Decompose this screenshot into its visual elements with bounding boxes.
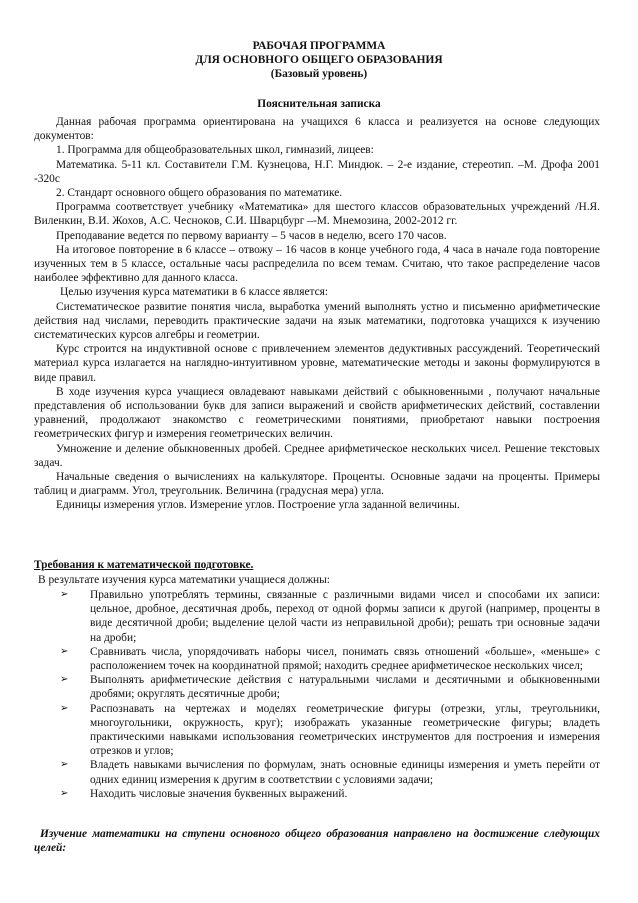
program-title: РАБОЧАЯ ПРОГРАММА (252, 40, 386, 52)
list-item-text: Выполнять арифметические действия с натуральными числами и десятичными и обыкновенными дробями; округлять десятичные дроби; (90, 674, 600, 701)
paragraph: Единицы измерения углов. Измерение углов. Построение угла заданной величины. (56, 499, 460, 512)
paragraph: Преподавание ведется по первому варианту – 5 часов в неделю, всего 170 часов. (56, 229, 447, 242)
list-item (34, 673, 600, 701)
paragraph: Курс строится на индуктивной основе с привлечением элементов дедуктивных рассуждений. Теоретический материал курса излагается на наглядно-интуитивном уровне, математические методы и законы формулируются в виде правил. (34, 343, 600, 384)
arrow-bullet-icon (60, 645, 74, 659)
goals-intro: Изучение математики на ступени основного общего образования направлено на достижение следующих целей: (34, 828, 600, 855)
list-item (34, 702, 600, 759)
explanatory-note-title: Пояснительная записка (257, 98, 381, 110)
list-item: 1. Программа для общеобразовательных школ, гимназий, лицеев: (56, 144, 374, 157)
arrow-bullet-icon (60, 758, 74, 772)
paragraph: Систематическое развитие понятия числа, выработка умений выполнять устно и письменно арифметические действия над числами, переводить практические задачи на язык математики, подготовка учащихся к изучению систематических курсов алгебры и геометрии. (34, 300, 600, 342)
explanatory-note-body (34, 115, 600, 513)
paragraph: Начальные сведения о вычислениях на калькуляторе. Проценты. Основные задачи на проценты. Примеры таблиц и диаграмм. Угол, треугольник. Величина (градусная мера) угла. (34, 471, 600, 498)
paragraph: Программа соответствует учебнику «Математика» для шестого классов образовательных учреждений /Н.Я. Виленкин, В.И. Жохов, А.С. Чесноков, С.И. Шварцбург –-М. Мнемозина, 2002-2012 гг. (34, 201, 600, 228)
requirements-intro: В результате изучения курса математики учащиеся должны: (38, 574, 330, 586)
paragraph: В ходе изучения курса учащиеся овладевают навыками действий с обыкновенными , получают начальные представления об использовании букв для записи выражений и свойств арифметических действий, составлении уравнений, продолжают знакомство с геометрическими понятиями, приобретают навыки построения геометрических фигур и измерения геометрических величин. (34, 385, 600, 441)
program-level: (Базовый уровень) (270, 68, 368, 80)
list-item (34, 787, 600, 801)
list-item (34, 645, 600, 673)
arrow-bullet-icon (60, 787, 74, 801)
requirements-title: Требования к математической подготовке. (34, 559, 254, 571)
list-item-text: Распознавать на чертежах и моделях геометрические фигуры (отрезки, углы, треугольники, многоугольники, окружность, круг); изображать указанные геометрические фигуры; владеть практическими навыками использования геометрических инструментов для построения и измерения отрезков и углов; (90, 702, 600, 758)
arrow-bullet-icon (60, 673, 74, 687)
paragraph: Умножение и деление обыкновенных дробей. Среднее арифметическое нескольких чисел. Решение текстовых задач. (34, 442, 600, 469)
paragraph: На итоговое повторение в 6 классе – отвожу – 16 часов в конце учебного года, 4 часа в начале года повторение изученных тем в 5 классе, остальные часы распределила по всем темам. Считаю, что такое распределение часов наиболее эффективно для данного класса. (34, 243, 600, 285)
list-item (34, 588, 600, 645)
paragraph: Данная рабочая программа ориентирована на учащихся 6 класса и реализуется на основе следующих документов: (34, 116, 600, 143)
paragraph: Целью изучения курса математики в 6 классе является: (60, 286, 329, 299)
list-item (34, 758, 600, 786)
paragraph: Математика. 5-11 кл. Составители Г.М. Кузнецова, Н.Г. Миндюк. – 2-е издание, стереотип. –М. Дрофа 2001 -320с (34, 158, 600, 185)
list-item-text: Владеть навыками вычисления по формулам, знать основные единицы измерения и уметь перейти от одних единиц измерения к другим в соответствии с условиями задачи; (90, 759, 600, 786)
requirements-list (34, 588, 600, 801)
list-item: 2. Стандарт основного общего образования по математике. (56, 187, 343, 200)
list-item-text: Находить числовые значения буквенных выражений. (90, 787, 348, 800)
arrow-bullet-icon (60, 702, 74, 716)
arrow-bullet-icon (60, 588, 74, 602)
list-item-text: Правильно употреблять термины, связанные с различными видами чисел и способами их записи: цельное, дробное, десятичная дробь, переход от одной формы записи к другой (например, проценты в виде десятичной дроби; выделение целой части из неправильной дроби); решать три основные задачи на дроби; (90, 589, 600, 644)
program-subtitle: ДЛЯ ОСНОВНОГО ОБЩЕГО ОБРАЗОВАНИЯ (195, 54, 443, 66)
list-item-text: Сравнивать числа, упорядочивать наборы чисел, понимать связь отношений «больше», «меньше» с расположением точек на координатной прямой; находить среднее арифметическое нескольких чисел; (90, 645, 600, 673)
